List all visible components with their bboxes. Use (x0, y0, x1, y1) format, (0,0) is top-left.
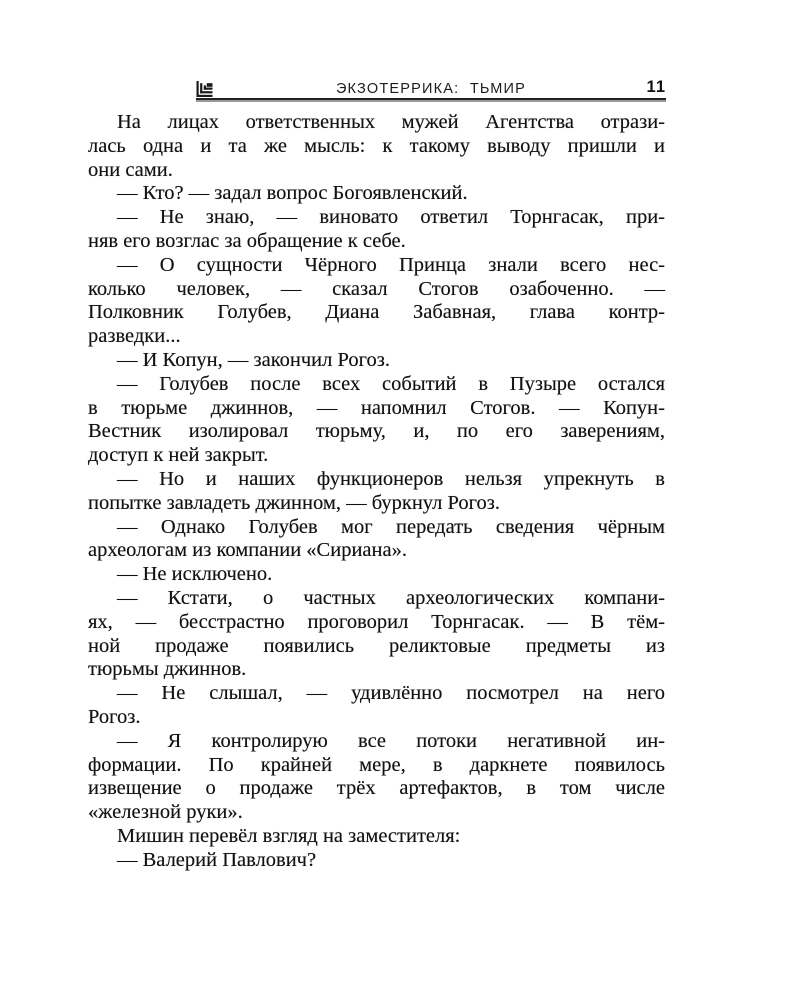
text-line: Мишин перевёл взгляд на заместителя: (117, 824, 461, 847)
paragraph (88, 349, 665, 373)
header-rule (196, 98, 666, 102)
text-line: «железной руки». (88, 801, 243, 824)
paragraph (88, 587, 665, 682)
text-line: На лицах ответственных мужей Агентства отрази- (117, 111, 665, 133)
text-line: археологам из компании «Сириана». (88, 539, 407, 562)
paragraph (88, 468, 665, 516)
text-line: ной продаже появились реликтовые предметы из (88, 634, 665, 657)
text-line: — Однако Голубев мог передать сведения чёрным (117, 515, 665, 538)
paragraph (88, 849, 665, 873)
text-line: извещение о продаже трёх артефактов, в том числе (88, 777, 665, 800)
text-line: — Кто? — задал вопрос Богоявленский. (117, 182, 468, 205)
paragraph (88, 182, 665, 206)
text-line: разведки... (88, 325, 181, 348)
text-line: — И Копун, — закончил Рогоз. (117, 348, 391, 371)
page-number: 11 (646, 78, 666, 96)
text-line: — Не исключено. (117, 563, 273, 586)
text-line: Вестник изолировал тюрьму, и, по его заверениям, (88, 420, 665, 443)
page-text (88, 111, 665, 873)
text-line: — Не знаю, — виновато ответил Торнгасак, при- (117, 206, 665, 229)
paragraph (88, 254, 665, 349)
text-line: формации. По крайней мере, в даркнете появилось (88, 753, 665, 776)
paragraph (88, 563, 665, 587)
text-line: колько человек, — сказал Стогов озабоченно. — (88, 277, 665, 300)
paragraph (88, 206, 665, 254)
text-line: в тюрьме джиннов, — напомнил Стогов. — Копун- (88, 396, 665, 419)
text-line: — Валерий Павлович? (117, 848, 317, 871)
text-line: Полковник Голубев, Диана Забавная, глава контр- (88, 301, 665, 324)
paragraph (88, 373, 665, 468)
paragraph (88, 682, 665, 730)
text-line: — Но и наших функционеров нельзя упрекнуть в (117, 467, 665, 490)
text-line: ях, — бесстрастно проговорил Торнгасак. — В тём- (88, 610, 665, 633)
paragraph (88, 730, 665, 825)
running-header (196, 74, 666, 98)
text-line: — Кстати, о частных археологических компани- (117, 586, 665, 609)
text-line: доступ к ней закрыт. (88, 444, 269, 467)
paragraph (88, 111, 665, 182)
paragraph (88, 825, 665, 849)
text-line: — О сущности Чёрного Принца знали всего нес- (117, 253, 665, 276)
text-line: лась одна и та же мысль: к такому выводу пришли и (88, 134, 665, 157)
text-line: они сами. (88, 158, 173, 181)
text-line: — Я контролирую все потоки негативной ин- (117, 729, 665, 752)
text-line: Рогоз. (88, 705, 141, 728)
text-line: няв его возглас за обращение к себе. (88, 229, 406, 252)
running-title: ЭКЗОТЕРРИКА: ТЬМИР (335, 81, 527, 97)
text-line: — Не слышал, — удивлённо посмотрел на него (117, 682, 665, 705)
text-line: — Голубев после всех событий в Пузыре остался (117, 372, 665, 395)
header-rule-light (196, 100, 666, 102)
text-line: тюрьмы джиннов. (88, 658, 247, 681)
paragraph (88, 516, 665, 564)
text-line: попытке завладеть джинном, — буркнул Рогоз. (88, 491, 501, 514)
